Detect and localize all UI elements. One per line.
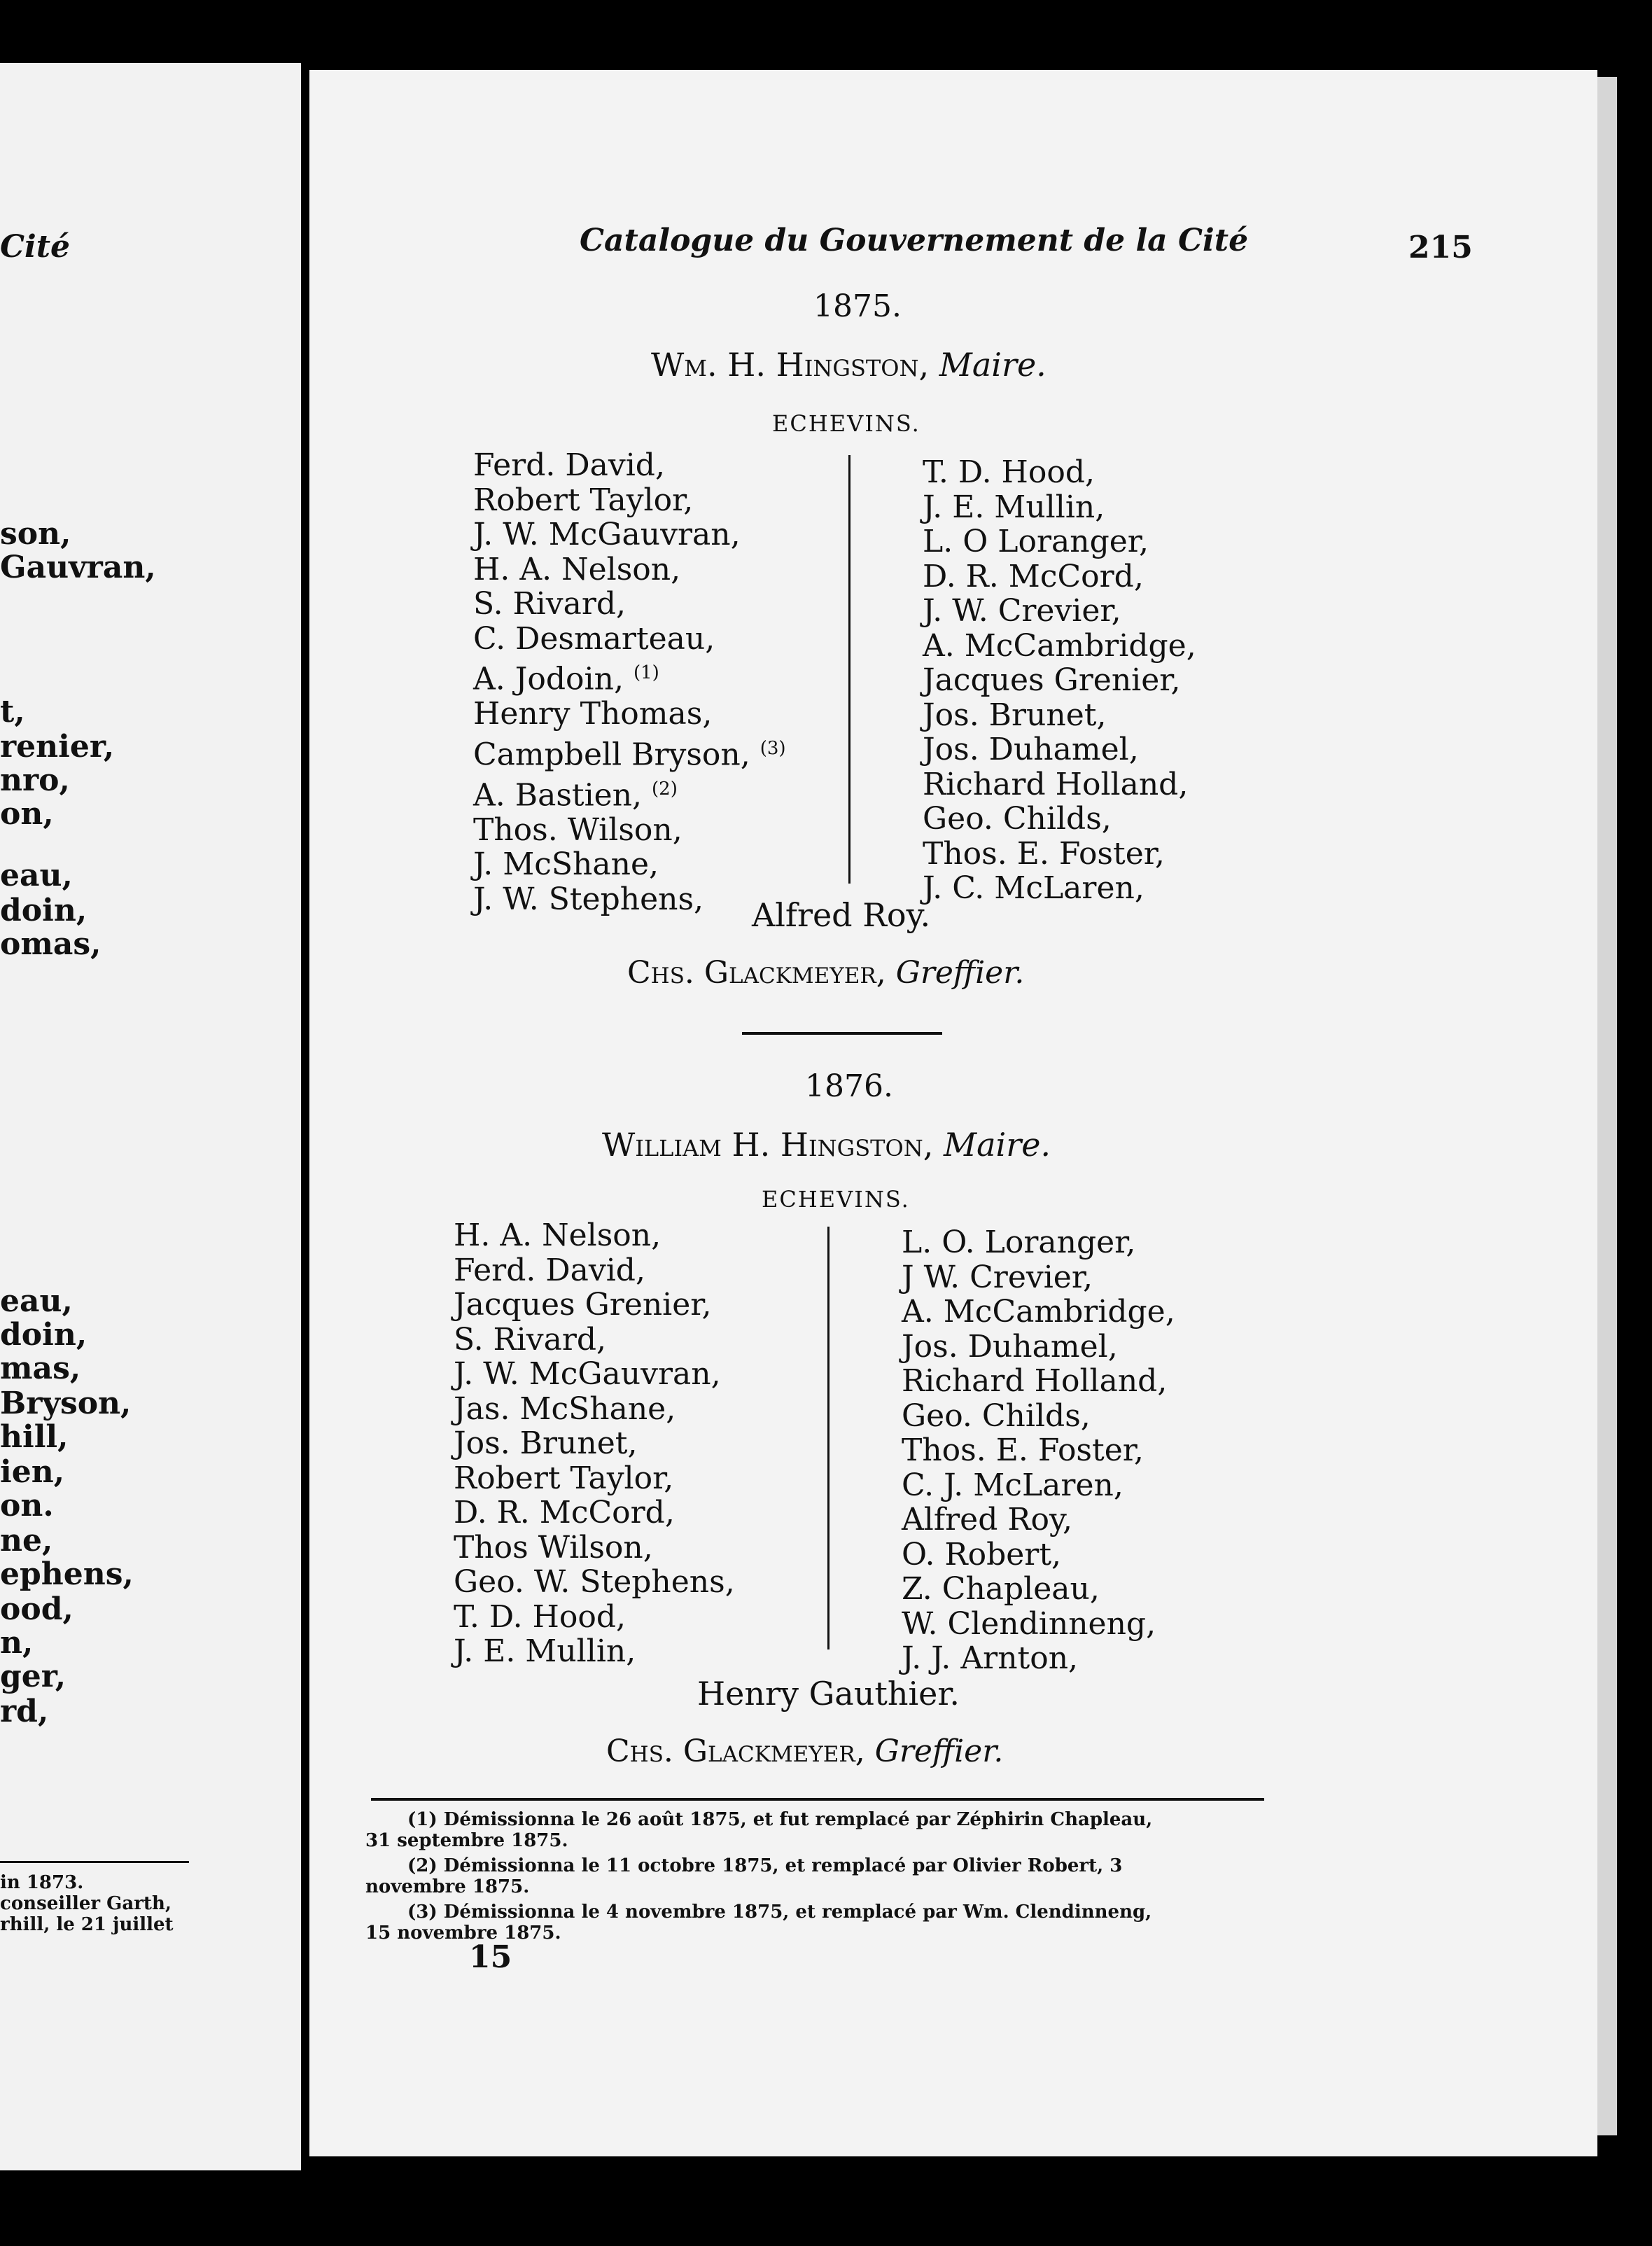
left-footnote-fragment: in 1873. bbox=[0, 1872, 84, 1893]
footnote-mark: (1) bbox=[633, 662, 659, 683]
page-number: 215 bbox=[1408, 230, 1473, 265]
alderman-name: Geo. W. Stephens, bbox=[454, 1564, 735, 1600]
mayor-line-1876 bbox=[602, 1126, 1051, 1164]
footnote-line bbox=[365, 1902, 1275, 1923]
alderman-name: Jos. Duhamel, bbox=[923, 732, 1139, 767]
footnote-text: Démissionna le 11 octobre 1875, et remplacé par Olivier Robert, 3 bbox=[443, 1855, 1123, 1876]
left-fragment-line: eau, bbox=[0, 858, 73, 893]
alderman-name: A. Jodoin, bbox=[473, 661, 624, 697]
footnote-text: Démissionna le 26 août 1875, et fut remplacé par Zéphirin Chapleau, bbox=[443, 1809, 1153, 1830]
footnote-3 bbox=[365, 1902, 1275, 1944]
left-fragment-line: ood, bbox=[0, 1591, 74, 1627]
alderman-name: J. W. McGauvran, bbox=[473, 517, 741, 552]
alderman-name: C. Desmarteau, bbox=[473, 620, 715, 657]
left-fragment-line: n, bbox=[0, 1625, 34, 1661]
alderman-name: H. A. Nelson, bbox=[473, 551, 681, 587]
left-fragment-line: t, bbox=[0, 694, 25, 730]
left-fragment-line: ephens, bbox=[0, 1556, 134, 1592]
alderman-name: J. C. McLaren, bbox=[923, 870, 1144, 906]
footnote-rule bbox=[371, 1798, 1264, 1801]
alderman-name: Geo. Childs, bbox=[902, 1397, 1091, 1434]
alderman-name: T. D. Hood, bbox=[454, 1598, 626, 1635]
mayor-name: William H. Hingston, bbox=[602, 1126, 934, 1164]
left-page-header-fragment: Cité bbox=[0, 229, 71, 265]
alderman-name: Richard Holland, bbox=[902, 1363, 1168, 1399]
mayor-role: Maire. bbox=[943, 1126, 1051, 1164]
footnote-mark: (3) bbox=[760, 737, 786, 759]
alderman-name: J. W. Crevier, bbox=[923, 593, 1121, 629]
footnote-mark: (1) bbox=[407, 1809, 438, 1830]
alderman-name: J. W. Stephens, bbox=[473, 881, 704, 917]
signature-mark: 15 bbox=[469, 1939, 512, 1975]
clerk-name: Chs. Glackmeyer, bbox=[627, 955, 886, 991]
left-fragment-line: rd, bbox=[0, 1694, 49, 1729]
footnote-mark: (2) bbox=[652, 778, 678, 800]
alderman-name: L. O. Loranger, bbox=[902, 1225, 1136, 1260]
left-fragment-line: on. bbox=[0, 1488, 54, 1523]
alderman-row bbox=[473, 732, 786, 772]
left-fragment-line: Bryson, bbox=[0, 1386, 132, 1421]
footnote-text: Démissionna le 4 novembre 1875, et remplacé par Wm. Clendinneng, bbox=[443, 1902, 1152, 1923]
alderman-name: D. R. McCord, bbox=[923, 558, 1144, 594]
alderman-name: W. Clendinneng, bbox=[902, 1605, 1156, 1642]
alderman-name: Thos Wilson, bbox=[454, 1529, 653, 1565]
alderman-name: Jos. Brunet, bbox=[454, 1425, 638, 1461]
alderman-name: A. Bastien, bbox=[473, 777, 643, 814]
left-footnote-fragment: conseiller Garth, bbox=[0, 1893, 172, 1914]
alderman-name: J. E. Mullin, bbox=[454, 1633, 636, 1669]
alderman-name: Thos. E. Foster, bbox=[923, 835, 1165, 872]
aldermen-right-column-1875 bbox=[923, 455, 1196, 906]
aldermen-left-column-1875 bbox=[473, 448, 786, 916]
footnote-line bbox=[365, 1855, 1275, 1876]
left-footnote-rule bbox=[0, 1861, 189, 1863]
footnote-1 bbox=[365, 1809, 1275, 1851]
alderman-name: J. McShane, bbox=[473, 846, 659, 883]
alderman-name: J. W. McGauvran, bbox=[454, 1356, 721, 1392]
year-heading-1876: 1876. bbox=[805, 1068, 893, 1104]
alderman-name: T. D. Hood, bbox=[923, 454, 1096, 490]
left-fragment-line: omas, bbox=[0, 926, 102, 962]
alderman-row bbox=[473, 772, 786, 813]
final-alderman-1875: Alfred Roy. bbox=[752, 896, 931, 934]
clerk-line-1875 bbox=[627, 955, 1024, 991]
alderman-name: Thos. E. Foster, bbox=[902, 1432, 1144, 1468]
alderman-name: Alfred Roy, bbox=[902, 1502, 1072, 1537]
section-separator bbox=[742, 1032, 942, 1035]
alderman-name: O. Robert, bbox=[902, 1536, 1061, 1572]
mayor-line-1875 bbox=[651, 346, 1046, 384]
left-fragment-line: ien, bbox=[0, 1454, 65, 1490]
left-footnote-fragment: rhill, le 21 juillet bbox=[0, 1914, 174, 1935]
mayor-name: Wm. H. Hingston, bbox=[651, 346, 930, 384]
alderman-name: Z. Chapleau, bbox=[902, 1571, 1100, 1607]
aldermen-left-column-1876 bbox=[454, 1218, 735, 1669]
alderman-name: D. R. McCord, bbox=[454, 1495, 675, 1530]
alderman-name: H. A. Nelson, bbox=[454, 1218, 662, 1253]
left-fragment-line: on, bbox=[0, 796, 54, 832]
alderman-name: Campbell Bryson, bbox=[473, 737, 750, 773]
alderman-name: Jas. McShane, bbox=[454, 1390, 676, 1427]
alderman-name: Robert Taylor, bbox=[473, 482, 694, 518]
running-header-title: Catalogue du Gouvernement de la Cité bbox=[580, 223, 1249, 258]
column-divider-1876 bbox=[827, 1227, 830, 1649]
alderman-name: Jacques Grenier, bbox=[454, 1287, 712, 1323]
alderman-row bbox=[473, 656, 786, 697]
alderman-name: S. Rivard, bbox=[473, 586, 626, 622]
left-fragment-line: Gauvran, bbox=[0, 550, 156, 585]
alderman-name: C. J. McLaren, bbox=[902, 1467, 1124, 1503]
footnote-mark: (3) bbox=[407, 1902, 438, 1923]
alderman-name: A. McCambridge, bbox=[902, 1294, 1175, 1330]
left-fragment-line: nro, bbox=[0, 762, 70, 798]
alderman-name: J. J. Arnton, bbox=[902, 1640, 1079, 1676]
alderman-name: J. E. Mullin, bbox=[923, 489, 1105, 525]
alderman-name: Ferd. David, bbox=[454, 1252, 645, 1288]
footnote-line bbox=[365, 1809, 1275, 1830]
final-alderman-1876: Henry Gauthier. bbox=[697, 1675, 960, 1713]
left-page-fragment bbox=[0, 63, 301, 2170]
left-fragment-line: mas, bbox=[0, 1351, 81, 1386]
alderman-name: J W. Crevier, bbox=[902, 1259, 1093, 1295]
footnote-continuation: 31 septembre 1875. bbox=[365, 1830, 568, 1851]
alderman-name: A. McCambridge, bbox=[923, 627, 1196, 664]
alderman-name: Jos. Brunet, bbox=[923, 697, 1107, 733]
alderman-name: L. O Loranger, bbox=[923, 524, 1149, 559]
footnote-continuation: 15 novembre 1875. bbox=[365, 1923, 561, 1944]
alderman-name: Thos. Wilson, bbox=[473, 811, 682, 848]
left-fragment-line: doin, bbox=[0, 893, 88, 928]
clerk-name: Chs. Glackmeyer, bbox=[606, 1734, 865, 1769]
left-fragment-line: ne, bbox=[0, 1523, 53, 1558]
echevins-label-1875: ECHEVINS. bbox=[772, 410, 920, 437]
clerk-role: Greffier. bbox=[874, 1734, 1004, 1769]
left-fragment-line: renier, bbox=[0, 729, 115, 765]
alderman-name: Jos. Duhamel, bbox=[902, 1328, 1118, 1365]
left-fragment-line: eau, bbox=[0, 1283, 73, 1319]
footnote-continuation: novembre 1875. bbox=[365, 1876, 530, 1897]
echevins-label-1876: ECHEVINS. bbox=[762, 1186, 910, 1213]
year-heading-1875: 1875. bbox=[813, 288, 902, 324]
alderman-name: Henry Thomas, bbox=[473, 696, 713, 732]
column-divider-1875 bbox=[848, 455, 850, 884]
alderman-name: S. Rivard, bbox=[454, 1321, 607, 1358]
alderman-name: Geo. Childs, bbox=[923, 801, 1112, 837]
left-fragment-line: hill, bbox=[0, 1419, 69, 1455]
left-fragment-line: ger, bbox=[0, 1659, 66, 1694]
footnote-mark: (2) bbox=[407, 1855, 438, 1876]
clerk-line-1876 bbox=[606, 1734, 1003, 1769]
alderman-name: Robert Taylor, bbox=[454, 1460, 674, 1496]
alderman-name: Ferd. David, bbox=[473, 447, 665, 483]
footnote-2 bbox=[365, 1855, 1275, 1897]
clerk-role: Greffier. bbox=[895, 955, 1025, 991]
alderman-name: Richard Holland, bbox=[923, 766, 1189, 802]
mayor-role: Maire. bbox=[939, 346, 1046, 384]
alderman-name: Jacques Grenier, bbox=[923, 662, 1181, 698]
page-edge bbox=[1597, 77, 1617, 2135]
aldermen-right-column-1876 bbox=[902, 1225, 1175, 1676]
left-fragment-line: son, bbox=[0, 516, 71, 552]
left-fragment-line: doin, bbox=[0, 1317, 88, 1353]
